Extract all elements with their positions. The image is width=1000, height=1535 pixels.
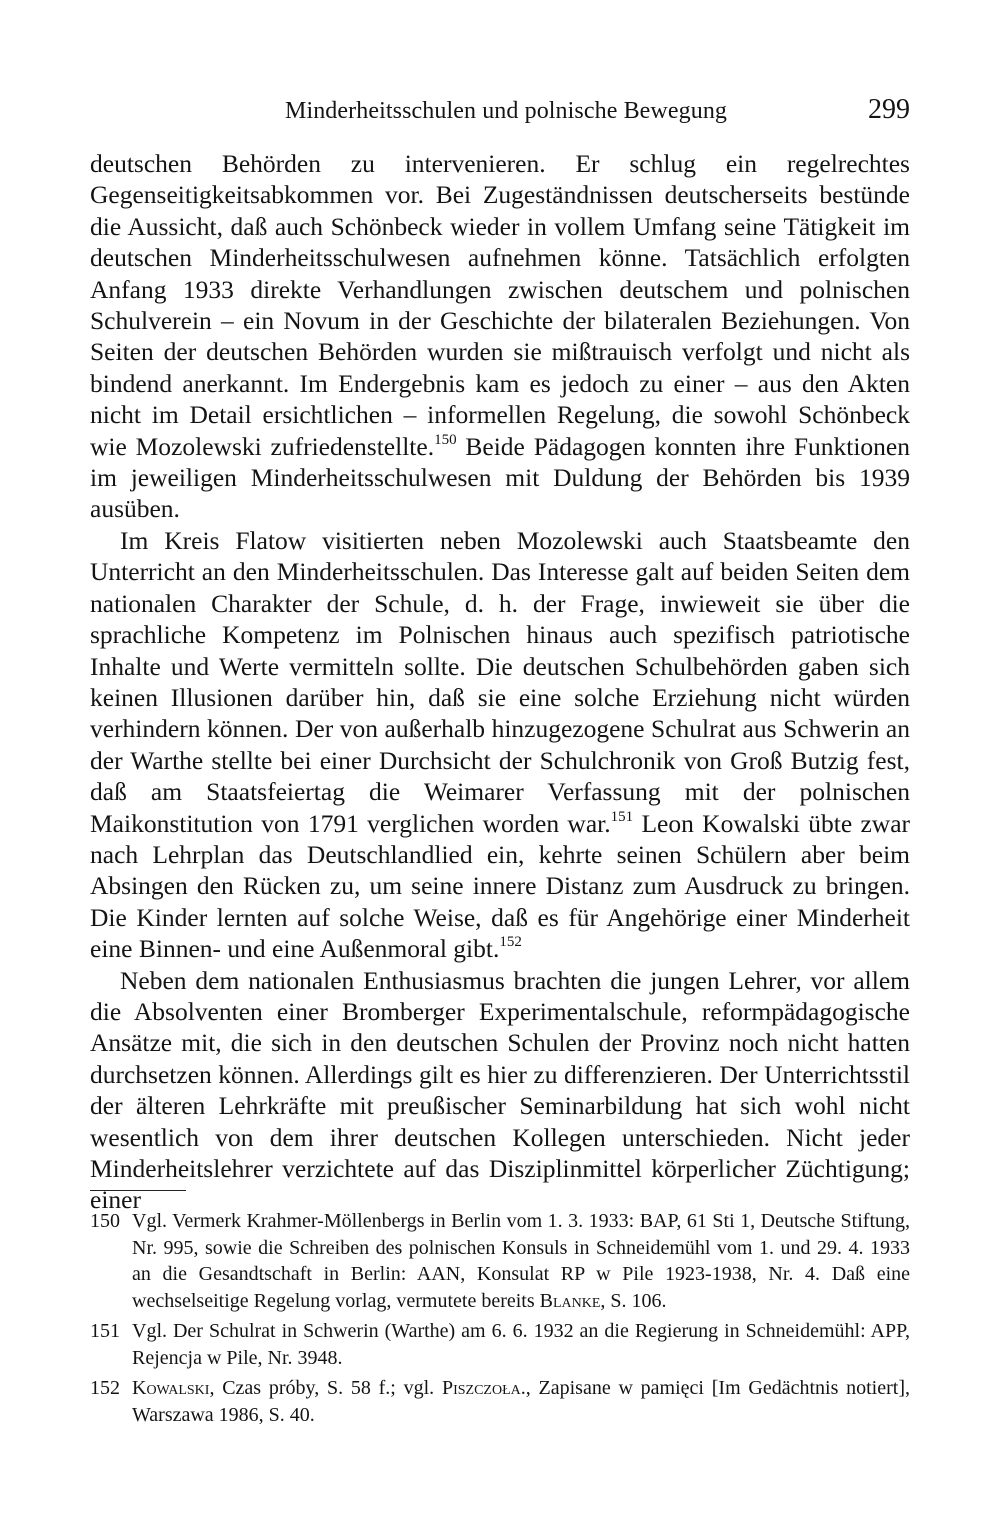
body-text [90,148,910,1216]
footnote-151 [90,1318,910,1371]
footnote-author: Blanke [539,1289,601,1312]
footnote-number: 152 [90,1377,120,1399]
footnote-number: 150 [90,1210,120,1232]
footnote-ref-151: 151 [610,808,634,825]
paragraph-2-text-a: Im Kreis Flatow visitierten neben Mozolewski auch Staatsbeamte den Unterricht an den Minderheitsschulen. Das Interesse galt auf beiden Seiten dem nationalen Charakter der Schule, d. h. der Frage, inwieweit sie über die sprachliche Kompetenz im Polnischen hinaus auch spezifisch patriotische Inhalte und Werte vermitteln sollte. Die deutschen Schulbehörden gaben sich keinen Illusionen darüber hin, daß sie eine solche Erziehung nicht würden verhindern können. Der von außerhalb hinzugezogene Schulrat aus Schwerin an der Warthe stellte bei einer Durchsicht der Schulchronik von Groß Butzig fest, daß am Staatsfeiertag die Weimarer Verfassung mit der polnischen Maikonstitution von 1791 verglichen worden war. [90,525,910,838]
footnote-text-a: Vgl. Vermerk Krahmer-Möllenbergs in Berlin vom 1. 3. 1933: BAP, 61 Sti 1, Deutsche Stiftung, Nr. 995, sowie die Schreiben des polnischen Konsuls in Schneidemühl vom 1. und 29. 4. 1933 an die Gesandtschaft in Berlin: AAN, Konsulat RP w Pile 1923-1938, Nr. 4. Daß eine wechselseitige Regelung vorlag, vermutete bereits [132,1210,910,1312]
footnote-author: Kowalski [132,1377,210,1399]
footnote-ref-152: 152 [499,934,522,951]
footnote-rule [90,1190,186,1191]
paragraph-1-text-a: deutschen Behörden zu intervenieren. Er schlug ein regelrechtes Gegenseitigkeitsabkommen vor. Bei Zugeständnissen deutscherseits bestünde die Aussicht, daß auch Schönbeck wieder in vollem Umfang seine Tätigkeit im deutschen Minderheitsschulwesen aufnehmen könne. Tatsächlich erfolgten Anfang 1933 direkte Verhandlungen zwischen deutschem und polnischen Schulverein – ein Novum in der Geschichte der bilateralen Beziehungen. Von Seiten der deutschen Behörden wurden sie mißtrauisch verfolgt und nicht als bindend anerkannt. Im Endergebnis kam es jedoch zu einer – aus den Akten nicht im Detail ersichtlichen – informellen Regelung, die sowohl Schönbeck wie Mozolewski zufriedenstellte. [90,149,910,461]
footnote-text-b: ., Zapisane w pamięci [Im Gedächtnis notiert], Warszawa 1986, S. 40. [132,1377,910,1426]
footnote-ref-150: 150 [434,431,457,448]
footnote-number: 151 [90,1320,120,1342]
paragraph-2 [90,525,910,965]
footnote-text-b: , S. 106. [600,1289,667,1312]
page-number: 299 [868,94,910,125]
footnote-text: Vgl. Der Schulrat in Schwerin (Warthe) am 6. 6. 1932 an die Regierung in Schneidemühl: APP, Rejencja w Pile, Nr. 3948. [132,1320,910,1369]
running-head-title: Minderheitsschulen und polnische Bewegung [285,98,728,124]
footnote-150 [90,1208,910,1314]
footnote-152 [90,1375,910,1428]
paragraph-2-text-b: Leon Kowalski übte zwar nach Lehrplan das Deutschlandlied ein, kehrte seinen Schülern aber beim Absingen den Rücken zu, um seine innere Distanz zum Ausdruck zu bringen. Die Kinder lernten auf solche Weise, daß es für Angehörige einer Minderheit eine Binnen- und eine Außenmoral gibt. [90,808,910,964]
footnote-text [132,1375,910,1428]
footnotes [90,1208,910,1432]
running-head [90,94,910,138]
footnote-author: Piszczoła [441,1377,521,1399]
footnote-text [132,1208,910,1314]
paragraph-3: Neben dem nationalen Enthusiasmus brachten die jungen Lehrer, vor allem die Absolventen einer Bromberger Experimentalschule, reformpädagogische Ansätze mit, die sich in den deutschen Schulen der Provinz noch nicht hatten durchsetzen können. Allerdings gilt es hier zu differenzieren. Der Unterrichtsstil der älteren Lehrkräfte mit preußischer Seminarbildung hat sich wohl nicht wesentlich von dem ihrer deutschen Kollegen unterschieden. Nicht jeder Minderheitslehrer verzichtete auf das Disziplinmittel körperlicher Züchtigung; einer [90,965,910,1215]
paragraph-1 [90,148,910,525]
paragraph-1-text-b: Beide Pädagogen konnten ihre Funktionen im jeweiligen Minderheitsschulwesen mit Duldung der Behörden bis 1939 ausüben. [90,431,910,524]
footnote-text-a: , Czas próby, S. 58 f.; vgl. [209,1377,442,1399]
